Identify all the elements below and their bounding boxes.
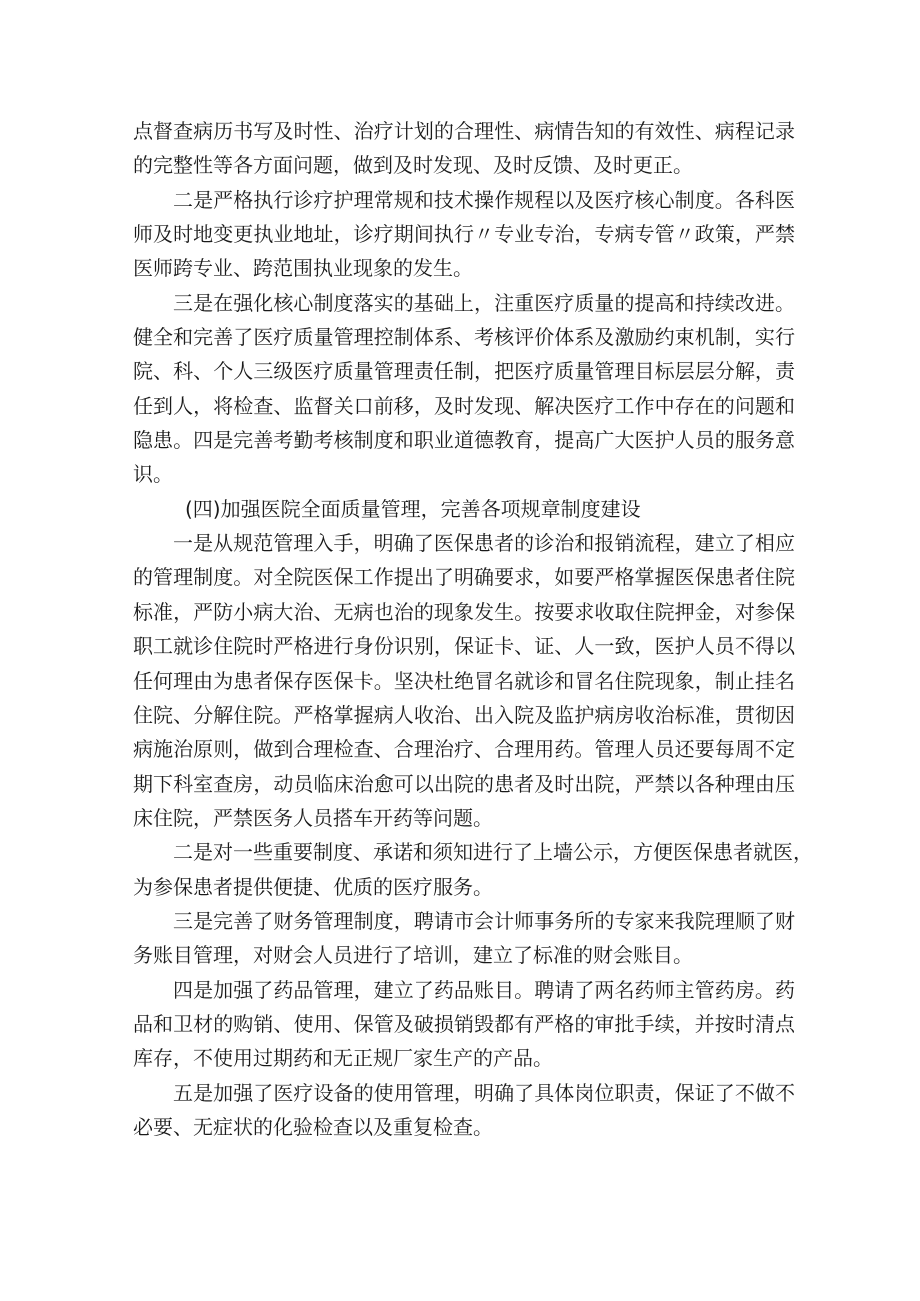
text-line: 识。 <box>133 462 173 487</box>
text-line: 医师跨专业、跨范围执业现象的发生。 <box>133 256 473 281</box>
text-line: 的管理制度。对全院医保工作提出了明确要求，如要严格掌握医保患者住院 <box>133 565 795 590</box>
text-line: 三是完善了财务管理制度，聘请市会计师事务所的专家来我院理顺了财 <box>173 908 795 933</box>
text-line: 任到人，将检查、监督关口前移，及时发现、解决医疗工作中存在的问题和 <box>133 393 795 418</box>
text-line: 务账目管理，对财会人员进行了培训，建立了标准的财会账目。 <box>133 943 693 968</box>
text-line: 二是对一些重要制度、承诺和须知进行了上墙公示，方便医保患者就医， <box>173 840 813 865</box>
text-line: 必要、无症状的化验检查以及重复检查。 <box>133 1114 493 1139</box>
section-heading: (四)加强医院全面质量管理，完善各项规章制度建设 <box>185 496 641 521</box>
text-line: 院、科、个人三级医疗质量管理责任制，把医疗质量管理目标层层分解，责 <box>133 359 795 384</box>
text-line: 期下科室查房，动员临床治愈可以出院的患者及时出院，严禁以各种理由压 <box>133 771 795 796</box>
text-line: 住院、分解住院。严格掌握病人收治、出入院及监护病房收治标准，贯彻因 <box>133 702 795 727</box>
text-line: 师及时地变更执业地址，诊疗期间执行〃专业专治，专病专管〃政策，严禁 <box>133 222 795 247</box>
text-line: 标准，严防小病大治、无病也治的现象发生。按要求收取住院押金，对参保 <box>133 599 795 624</box>
text-line: 二是严格执行诊疗护理常规和技术操作规程以及医疗核心制度。各科医 <box>173 187 795 212</box>
text-line: 库存，不使用过期药和无正规厂家生产的产品。 <box>133 1046 553 1071</box>
text-line: 为参保患者提供便捷、优质的医疗服务。 <box>133 874 493 899</box>
text-line: 五是加强了医疗设备的使用管理，明确了具体岗位职责，保证了不做不 <box>173 1080 795 1105</box>
text-line: 病施治原则，做到合理检查、合理治疗、合理用药。管理人员还要每周不定 <box>133 737 795 762</box>
text-line: 点督查病历书写及时性、治疗计划的合理性、病情告知的有效性、病程记录 <box>133 119 795 143</box>
document-body <box>133 114 813 1144</box>
text-line: 品和卫材的购销、使用、保管及破损销毁都有严格的审批手续，并按时清点 <box>133 1011 795 1036</box>
text-line: 职工就诊住院时严格进行身份识别，保证卡、证、人一致，医护人员不得以 <box>133 634 795 659</box>
text-line: 健全和完善了医疗质量管理控制体系、考核评价体系及激励约束机制，实行 <box>133 325 795 350</box>
text-line: 一是从规范管理入手，明确了医保患者的诊治和报销流程，建立了相应 <box>173 531 795 556</box>
text-line: 隐患。四是完善考勤考核制度和职业道德教育，提高广大医护人员的服务意 <box>133 428 795 453</box>
text-line: 床住院，严禁医务人员搭车开药等问题。 <box>133 805 493 830</box>
text-line: 的完整性等各方面问题，做到及时发现、及时反馈、及时更正。 <box>133 153 693 178</box>
text-line: 四是加强了药品管理，建立了药品账目。聘请了两名药师主管药房。药 <box>173 977 795 1002</box>
text-line: 三是在强化核心制度落实的基础上，注重医疗质量的提高和持续改进。 <box>173 290 795 315</box>
text-line: 任何理由为患者保存医保卡。坚决杜绝冒名就诊和冒名住院现象，制止挂名 <box>133 668 795 693</box>
